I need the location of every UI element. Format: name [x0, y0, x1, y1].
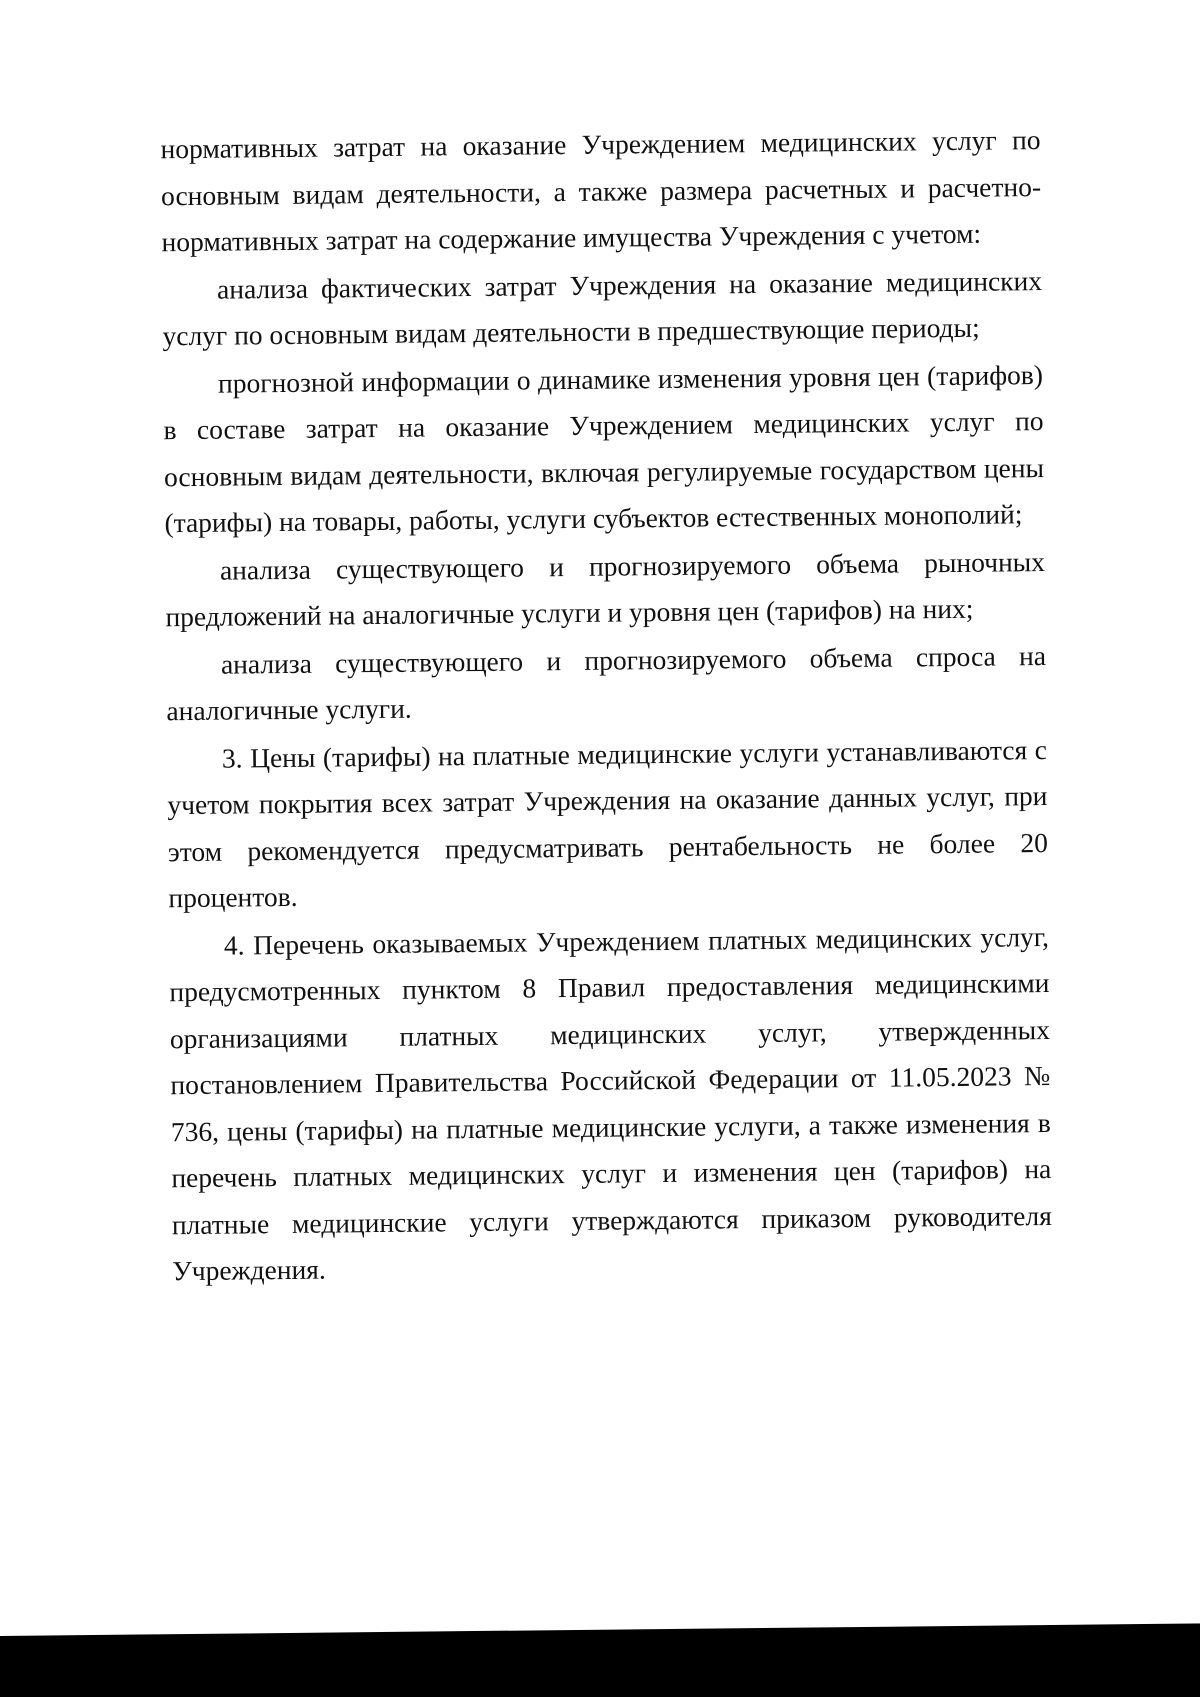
paragraph-market-offers: анализа существующего и прогнозируемого объема рыночных предложений на аналогичные услуги и уровня цен (тарифов) на них;	[165, 545, 1046, 633]
paragraph-continuation: нормативных затрат на оказание Учреждением медицинских услуг по основным видам деятельности, а также размера расчетных и расчетно-нормативных затрат на содержание имущества Учреждения с учетом:	[160, 124, 1042, 258]
paragraph-actual-costs: анализа фактических затрат Учреждения на оказание медицинских услуг по основным видам деятельности в предшествующие периоды;	[162, 264, 1043, 352]
paragraph-price-forecast: прогнозной информации о динамике изменения уровня цен (тарифов) в составе затрат на оказание Учреждением медицинских услуг по основным видам деятельности, включая регулируемые государством цены (тарифы) на товары, работы, услуги субъектов естественных монополий;	[163, 358, 1045, 539]
paragraph-item-4: 4. Перечень оказываемых Учреждением платных медицинских услуг, предусмотренных пунктом 8 Правил предоставления медицинскими организациями платных медицинских услуг, утвержденных постановлением Правительства Российской Федерации от 11.05.2023 № 736, цены (тарифы) на платные медицинские услуги, а также изменения в перечень платных медицинских услуг и изменения цен (тарифов) на платные медицинские услуги утверждаются приказом руководителя Учреждения.	[169, 920, 1052, 1287]
paragraph-item-3: 3. Цены (тарифы) на платные медицинские услуги устанавливаются с учетом покрытия всех затрат Учреждения на оказание данных услуг, при этом рекомендуется предусматривать рентабельность не более 20 процентов.	[167, 733, 1049, 914]
document-body	[160, 117, 1052, 1295]
paragraph-demand: анализа существующего и прогнозируемого объема спроса на аналогичные услуги.	[166, 639, 1047, 727]
